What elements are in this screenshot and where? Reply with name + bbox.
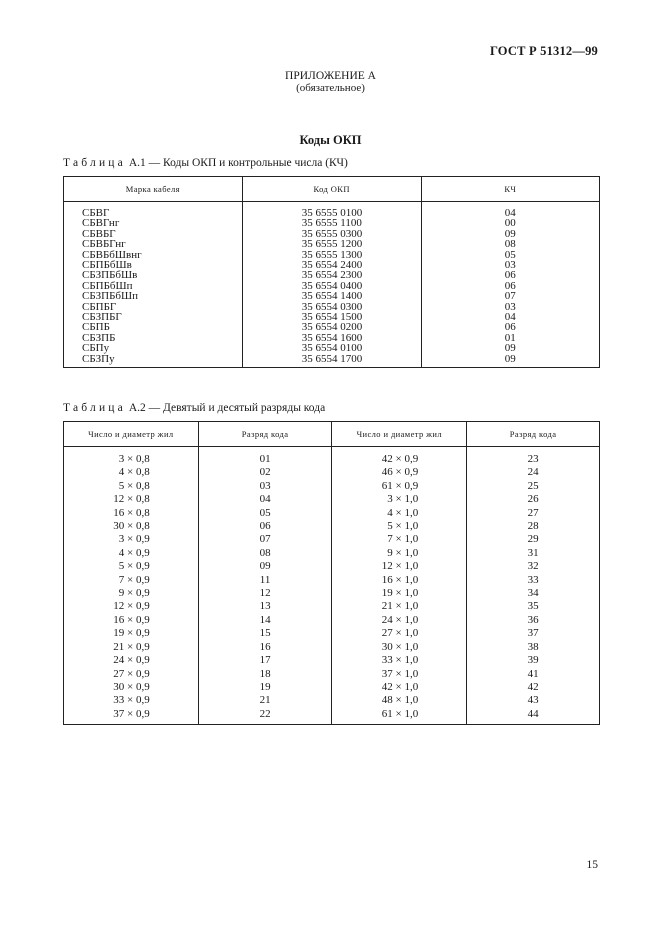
okp-code-cell: 35 6554 0100 [242, 343, 421, 353]
cores-diameter-cell: 9 × 1,0 [332, 547, 467, 560]
code-digit-cell: 24 [467, 466, 600, 479]
kch-cell: 09 [421, 229, 599, 239]
table-row [64, 654, 600, 667]
code-digit-cell: 21 [198, 694, 332, 707]
code-digit-cell: 33 [467, 574, 600, 587]
cores-diameter-cell: 9 × 0,9 [64, 587, 199, 600]
cable-brand-cell: СБВБбШвнг [64, 250, 243, 260]
code-digit-cell: 09 [198, 560, 332, 573]
cores-diameter-cell: 21 × 1,0 [332, 600, 467, 613]
code-digit-cell: 13 [198, 600, 332, 613]
kch-cell: 07 [421, 291, 599, 301]
table-row [64, 480, 600, 493]
table-row [64, 668, 600, 681]
table1-caption-text: А.1 — Коды ОКП и контрольные числа (КЧ) [128, 157, 348, 169]
table-row [64, 354, 600, 368]
okp-code-cell: 35 6554 0200 [242, 322, 421, 332]
section-title: Коды ОКП [299, 133, 362, 147]
cores-diameter-cell: 24 × 1,0 [332, 614, 467, 627]
cores-diameter-cell: 48 × 1,0 [332, 694, 467, 707]
table2-body [64, 447, 600, 725]
code-digit-cell: 32 [467, 560, 600, 573]
code-digit-cell: 17 [198, 654, 332, 667]
table-row [64, 627, 600, 640]
table2-caption [63, 402, 325, 414]
code-digit-cell: 15 [198, 627, 332, 640]
code-digit-cell: 02 [198, 466, 332, 479]
code-digit-cell: 06 [198, 520, 332, 533]
table-row [64, 587, 600, 600]
code-digit-cell: 44 [467, 708, 600, 725]
table-row [64, 614, 600, 627]
cores-diameter-cell: 12 × 0,9 [64, 600, 199, 613]
cores-diameter-cell: 16 × 1,0 [332, 574, 467, 587]
cores-diameter-cell: 30 × 0,8 [64, 520, 199, 533]
code-digit-cell: 14 [198, 614, 332, 627]
code-digit-cell: 18 [198, 668, 332, 681]
cores-diameter-cell: 30 × 1,0 [332, 641, 467, 654]
code-digit-cell: 11 [198, 574, 332, 587]
code-digit-cell: 43 [467, 694, 600, 707]
code-digit-cell: 42 [467, 681, 600, 694]
cable-brand-cell: СБПБбШп [64, 281, 243, 291]
code-digit-cell: 29 [467, 533, 600, 546]
okp-code-cell: 35 6554 1400 [242, 291, 421, 301]
table-row [64, 520, 600, 533]
cores-diameter-cell: 33 × 1,0 [332, 654, 467, 667]
code-digit-cell: 22 [198, 708, 332, 725]
table-row [64, 493, 600, 506]
table-row [64, 560, 600, 573]
kch-cell: 05 [421, 250, 599, 260]
code-digits-table [63, 421, 600, 725]
cores-diameter-cell: 12 × 0,8 [64, 493, 199, 506]
cores-diameter-cell: 5 × 0,8 [64, 480, 199, 493]
table2-caption-label: Таблица [63, 402, 126, 414]
cable-brand-cell: СБЗПБбШв [64, 270, 243, 280]
okp-code-cell: 35 6555 0100 [242, 202, 421, 219]
cores-diameter-cell: 4 × 0,8 [64, 466, 199, 479]
kch-cell: 06 [421, 322, 599, 332]
cores-diameter-cell: 30 × 0,9 [64, 681, 199, 694]
okp-code-cell: 35 6555 1200 [242, 239, 421, 249]
cable-brand-cell: СБПу [64, 343, 243, 353]
table-row [64, 202, 600, 219]
cores-diameter-cell: 7 × 0,9 [64, 574, 199, 587]
code-digit-cell: 07 [198, 533, 332, 546]
cable-brand-cell: СБЗПу [64, 354, 243, 368]
code-digit-cell: 37 [467, 627, 600, 640]
okp-code-cell: 35 6554 2400 [242, 260, 421, 270]
table-row [64, 694, 600, 707]
standard-code: ГОСТ Р 51312—99 [489, 44, 598, 58]
table1-header-brand: Марка кабеля [64, 177, 243, 202]
table2-header-digit-right: Разряд кода [467, 422, 600, 447]
cable-brand-cell: СБВГ [64, 202, 243, 219]
cores-diameter-cell: 16 × 0,9 [64, 614, 199, 627]
code-digit-cell: 23 [467, 447, 600, 467]
code-digit-cell: 05 [198, 507, 332, 520]
cores-diameter-cell: 4 × 0,9 [64, 547, 199, 560]
code-digit-cell: 12 [198, 587, 332, 600]
table-row [64, 681, 600, 694]
appendix-subtitle: (обязательное) [296, 82, 365, 94]
table-row [64, 574, 600, 587]
cable-brand-cell: СБВБГ [64, 229, 243, 239]
cable-brand-cell: СБПБ [64, 322, 243, 332]
table2-header-digit-left: Разряд кода [198, 422, 332, 447]
cores-diameter-cell: 5 × 1,0 [332, 520, 467, 533]
code-digit-cell: 35 [467, 600, 600, 613]
cores-diameter-cell: 21 × 0,9 [64, 641, 199, 654]
cores-diameter-cell: 24 × 0,9 [64, 654, 199, 667]
cores-diameter-cell: 16 × 0,8 [64, 507, 199, 520]
cores-diameter-cell: 3 × 0,9 [64, 533, 199, 546]
okp-code-cell: 35 6554 0400 [242, 281, 421, 291]
code-digit-cell: 26 [467, 493, 600, 506]
cores-diameter-cell: 33 × 0,9 [64, 694, 199, 707]
code-digit-cell: 08 [198, 547, 332, 560]
table1-header-okp: Код ОКП [242, 177, 421, 202]
table-row [64, 533, 600, 546]
page-number: 15 [586, 859, 598, 871]
kch-cell: 00 [421, 218, 599, 228]
okp-code-cell: 35 6555 0300 [242, 229, 421, 239]
okp-code-cell: 35 6554 1500 [242, 312, 421, 322]
table-row [64, 507, 600, 520]
code-digit-cell: 03 [198, 480, 332, 493]
table-row [64, 600, 600, 613]
okp-code-cell: 35 6555 1300 [242, 250, 421, 260]
cores-diameter-cell: 3 × 1,0 [332, 493, 467, 506]
table1-caption-label: Таблица [63, 157, 126, 169]
code-digit-cell: 19 [198, 681, 332, 694]
code-digit-cell: 04 [198, 493, 332, 506]
code-digit-cell: 34 [467, 587, 600, 600]
okp-code-cell: 35 6554 0300 [242, 302, 421, 312]
code-digit-cell: 27 [467, 507, 600, 520]
table-row [64, 466, 600, 479]
kch-cell: 03 [421, 260, 599, 270]
code-digit-cell: 28 [467, 520, 600, 533]
cores-diameter-cell: 27 × 0,9 [64, 668, 199, 681]
cores-diameter-cell: 61 × 1,0 [332, 708, 467, 725]
cores-diameter-cell: 42 × 0,9 [332, 447, 467, 467]
table1-body [64, 202, 600, 368]
cable-brand-cell: СБВБГнг [64, 239, 243, 249]
cores-diameter-cell: 46 × 0,9 [332, 466, 467, 479]
kch-cell: 04 [421, 312, 599, 322]
cable-brand-cell: СБПБГ [64, 302, 243, 312]
cores-diameter-cell: 12 × 1,0 [332, 560, 467, 573]
table1-header-kch: КЧ [421, 177, 599, 202]
kch-cell: 03 [421, 302, 599, 312]
code-digit-cell: 25 [467, 480, 600, 493]
okp-codes-table [63, 176, 600, 368]
cores-diameter-cell: 61 × 0,9 [332, 480, 467, 493]
kch-cell: 06 [421, 281, 599, 291]
cable-brand-cell: СБВГнг [64, 218, 243, 228]
kch-cell: 08 [421, 239, 599, 249]
okp-code-cell: 35 6555 1100 [242, 218, 421, 228]
table-row [64, 641, 600, 654]
table-row [64, 447, 600, 467]
cores-diameter-cell: 5 × 0,9 [64, 560, 199, 573]
cores-diameter-cell: 37 × 0,9 [64, 708, 199, 725]
kch-cell: 06 [421, 270, 599, 280]
okp-code-cell: 35 6554 1600 [242, 333, 421, 343]
cable-brand-cell: СБПБбШв [64, 260, 243, 270]
table2-header-cores-left: Число и диаметр жил [64, 422, 199, 447]
cores-diameter-cell: 37 × 1,0 [332, 668, 467, 681]
table1-caption [63, 157, 348, 169]
kch-cell: 09 [421, 354, 599, 368]
table-row [64, 708, 600, 725]
code-digit-cell: 01 [198, 447, 332, 467]
table2-header-cores-right: Число и диаметр жил [332, 422, 467, 447]
okp-code-cell: 35 6554 2300 [242, 270, 421, 280]
code-digit-cell: 38 [467, 641, 600, 654]
appendix-title: ПРИЛОЖЕНИЕ А [285, 70, 376, 82]
kch-cell: 04 [421, 202, 599, 219]
code-digit-cell: 41 [467, 668, 600, 681]
cable-brand-cell: СБЗПБГ [64, 312, 243, 322]
kch-cell: 01 [421, 333, 599, 343]
table-row [64, 547, 600, 560]
okp-code-cell: 35 6554 1700 [242, 354, 421, 368]
cores-diameter-cell: 7 × 1,0 [332, 533, 467, 546]
code-digit-cell: 31 [467, 547, 600, 560]
cores-diameter-cell: 4 × 1,0 [332, 507, 467, 520]
code-digit-cell: 16 [198, 641, 332, 654]
cores-diameter-cell: 19 × 1,0 [332, 587, 467, 600]
kch-cell: 09 [421, 343, 599, 353]
code-digit-cell: 39 [467, 654, 600, 667]
cores-diameter-cell: 3 × 0,8 [64, 447, 199, 467]
code-digit-cell: 36 [467, 614, 600, 627]
cable-brand-cell: СБЗПБбШп [64, 291, 243, 301]
cores-diameter-cell: 27 × 1,0 [332, 627, 467, 640]
cable-brand-cell: СБЗПБ [64, 333, 243, 343]
cores-diameter-cell: 42 × 1,0 [332, 681, 467, 694]
cores-diameter-cell: 19 × 0,9 [64, 627, 199, 640]
table2-caption-text: А.2 — Девятый и десятый разряды кода [128, 402, 326, 414]
